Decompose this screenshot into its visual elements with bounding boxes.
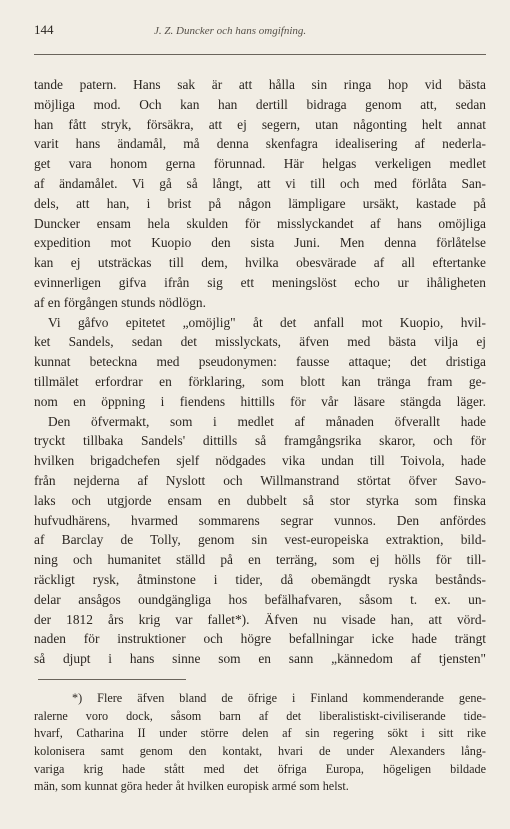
footnote-line: ralerne voro dock, såsom barn af det liberalistiskt-civiliserande tide-	[34, 708, 486, 723]
footnote-line: *) Flere äfven bland de öfrige i Finland kommenderande gene-	[72, 690, 486, 705]
text-line: delar ansågos oundgängliga hos befälhafvaren, såsom t. ex. un-	[34, 591, 486, 607]
text-line: varit hans ändamål, må denna skenfagra idealisering af nederla-	[34, 136, 486, 152]
text-line: Duncker ensam hela skulden för misslyckandet af hans omöjliga	[34, 215, 486, 231]
text-line: hvilken brigadchefen sjelf nödgades vika undan till Toivola, hade	[34, 453, 486, 469]
text-line: så djupt i hans sinne som en sann „kännedom af tjensten"	[34, 651, 486, 667]
text-line: der 1812 års krig var fallet*). Äfven nu visade han, att vörd-	[34, 611, 486, 627]
text-line: nom en öppning i fiendens hittills för vår läsare stängda läger.	[34, 393, 486, 409]
footnote-line: män, som kunnat göra heder åt hvilken europisk armé som helst.	[34, 779, 349, 794]
text-line: Vi gåfvo epitetet „omöjlig" åt det anfall mot Kuopio, hvil-	[48, 314, 486, 330]
footnote-line: hvarf, Catharina II under större delen af sin regering sökt i sitt rike	[34, 726, 486, 741]
text-line: tryckt tillbaka Sandels' dittills så framgångsrika skaror, och för	[34, 433, 486, 449]
text-line: räckligt rysk, åtminstone i tider, då obemängdt ryska bestånds-	[34, 571, 486, 587]
text-line: get vara honom gerna förunnad. Här helgas verkeligen medlet	[34, 156, 486, 172]
footnote-rule	[38, 679, 186, 680]
text-line: tillmälet erfordrar en förklaring, som blott kan tränga fram ge-	[34, 373, 486, 389]
text-line: evinnerligen gifva ifrån sig ett meningslöst echo ur ihåligheten	[34, 274, 486, 290]
text-line: hufvudhärens, hvarmed sommarens segrar vunnos. Den anfördes	[34, 512, 486, 528]
text-line: från nejderna af Nyslott och Willmanstrand störtat öfver Savo-	[34, 472, 486, 488]
header-rule	[34, 54, 486, 55]
text-line: af ändamålet. Vi gå så långt, att vi till och med förlåta San-	[34, 175, 486, 191]
footnote	[34, 690, 486, 796]
text-line: kan ej utsträckas till dem, hvilka obesvärade af all eftertanke	[34, 255, 486, 271]
page-header	[34, 22, 486, 38]
body-text	[34, 75, 486, 669]
text-line: af Barclay de Tolly, genom sin vest-europeiska extraktion, bild-	[34, 532, 486, 548]
text-line: tande patern. Hans sak är att hålla sin ringa hop vid bästa	[34, 77, 486, 92]
footnote-line: kolonisera samt genom den kontakt, hvari de under Alexanders lång-	[34, 744, 486, 759]
text-line: expedition mot Kuopio den sista Juni. Men denna förlåtelse	[34, 235, 486, 251]
text-line: ket Sandels, sedan det misslyckats, äfven med bästa vilja ej	[34, 334, 486, 350]
text-line: af en förgången stunds nödlögn.	[34, 294, 206, 310]
text-line: dels, att han, i brist på någon lämpligare ursäkt, kastade på	[34, 195, 486, 211]
page-number: 144	[34, 22, 54, 37]
text-line: Den öfvermakt, som i medlet af månaden öfverallt hade	[48, 413, 486, 429]
text-line: ning och humanitet ställd på en terräng, som ej hölls för till-	[34, 552, 486, 568]
text-line: möjliga mod. Och kan han dertill bidraga genom att, sedan	[34, 96, 486, 112]
text-line: han fått stryk, försäkra, att ej segern, utan någonting helt annat	[34, 116, 486, 132]
footnote-line: variga krig hade stått med det öfriga Europa, högeligen bildade	[34, 761, 486, 776]
running-head: J. Z. Duncker och hans omgifning.	[154, 25, 307, 37]
text-line: kunnat beteckna med pseudonymen: fausse attaque; det dristiga	[34, 354, 486, 370]
text-line: laks och utgjorde ensam en dubbelt så stor styrka som finska	[34, 492, 486, 508]
text-line: naden för instruktioner och högre befallningar icke hade trängt	[34, 631, 486, 647]
